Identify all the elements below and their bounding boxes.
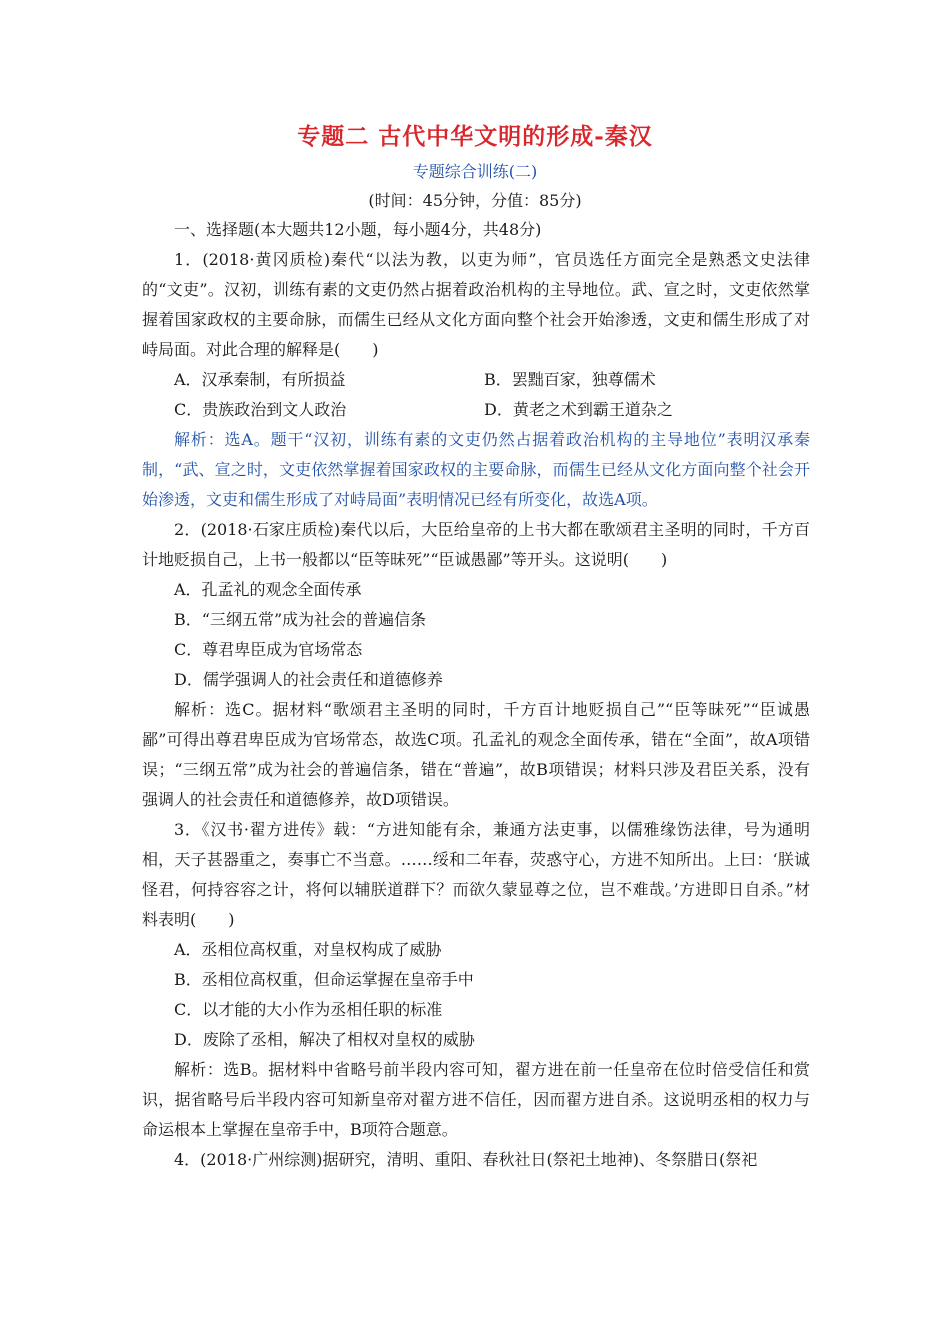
question-4 xyxy=(142,1145,810,1175)
option-b: B．罢黜百家，独尊儒术 xyxy=(484,370,656,389)
page-title: 专题二 古代中华文明的形成-秦汉 xyxy=(297,123,653,150)
option-a: A．孔孟礼的观念全面传承 xyxy=(174,580,362,599)
option-row xyxy=(142,395,810,425)
option-d: D．废除了丞相，解决了相权对皇权的威胁 xyxy=(174,1030,475,1049)
question-stem: 4．(2018·广州综测)据研究，清明、重阳、春秋社日(祭祀土地神)、冬祭腊日(祭祀 xyxy=(174,1150,758,1169)
option-b: B．“三纲五常”成为社会的普遍信条 xyxy=(174,610,427,629)
option-d: D．黄老之术到霸王道杂之 xyxy=(484,400,673,419)
question-1 xyxy=(142,245,810,515)
question-stem: 2．(2018·石家庄质检)秦代以后，大臣给皇帝的上书大都在歌颂君主圣明的同时，千方百计地贬损自己，上书一般都以“臣等昧死”“臣诚愚鄙”等开头。这说明( ) xyxy=(142,520,810,569)
question-stem: 3．《汉书·翟方进传》载：“方进知能有余，兼通方法吏事，以儒雅缘饬法律，号为通明相，天子甚器重之，奏事亡不当意。……绥和二年春，荧惑守心，方进不知所出。上曰：‘朕诚怪君，何持容容之计，将何以辅朕道群下？而欲久蒙显尊之位，岂不难哉。’方进即日自杀。”材料表明( ) xyxy=(142,820,810,929)
option-d: D．儒学强调人的社会责任和道德修养 xyxy=(174,670,443,689)
question-2 xyxy=(142,515,810,815)
option-row xyxy=(142,365,810,395)
page-subtitle: 专题综合训练(二) xyxy=(412,162,538,181)
exam-meta: (时间：45分钟，分值：85分) xyxy=(368,191,582,210)
document-body xyxy=(142,215,810,1175)
section-heading: 一、选择题(本大题共12小题，每小题4分，共48分) xyxy=(174,220,542,239)
option-c: C．以才能的大小作为丞相任职的标准 xyxy=(174,1000,443,1019)
analysis: 解析：选A。题干“汉初，训练有素的文吏仍然占据着政治机构的主导地位”表明汉承秦制，“武、宣之时，文吏依然掌握着国家政权的主要命脉，而儒生已经从文化方面向整个社会开始渗透，文吏和儒生形成了对峙局面”表明情况已经有所变化，故选A项。 xyxy=(142,430,810,509)
option-b: B．丞相位高权重，但命运掌握在皇帝手中 xyxy=(174,970,474,989)
question-stem: 1．(2018·黄冈质检)秦代“以法为教，以吏为师”，官员选任方面完全是熟悉文史法律的“文吏”。汉初，训练有素的文吏仍然占据着政治机构的主导地位。武、宣之时，文吏依然掌握着国家政权的主要命脉，而儒生已经从文化方面向整个社会开始渗透，文吏和儒生形成了对峙局面。对此合理的解释是( ) xyxy=(142,250,810,359)
option-a: A．汉承秦制，有所损益 xyxy=(174,370,346,389)
analysis: 解析：选B。据材料中省略号前半段内容可知，翟方进在前一任皇帝在位时倍受信任和赏识，据省略号后半段内容可知新皇帝对翟方进不信任，因而翟方进自杀。这说明丞相的权力与命运根本上掌握在皇帝手中，B项符合题意。 xyxy=(142,1060,810,1139)
option-c: C．贵族政治到文人政治 xyxy=(174,400,347,419)
question-3 xyxy=(142,815,810,1145)
option-a: A．丞相位高权重，对皇权构成了威胁 xyxy=(174,940,442,959)
option-c: C．尊君卑臣成为官场常态 xyxy=(174,640,363,659)
analysis: 解析：选C。据材料“歌颂君主圣明的同时，千方百计地贬损自己”“臣等昧死”“臣诚愚鄙”可得出尊君卑臣成为官场常态，故选C项。孔孟礼的观念全面传承，错在“全面”，故A项错误；“三纲五常”成为社会的普遍信条，错在“普遍”，故B项错误；材料只涉及君臣关系，没有强调人的社会责任和道德修养，故D项错误。 xyxy=(142,700,810,809)
